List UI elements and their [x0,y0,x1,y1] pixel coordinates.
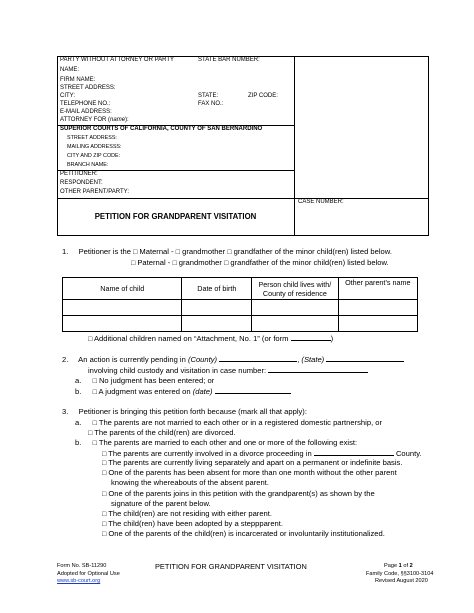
stepparent-adoption-checkbox[interactable]: □ [102,521,107,528]
divorced-checkbox[interactable]: □ [88,430,93,437]
option-living-separately: □ The parents are currently living separately and apart on a permanent or indefinite basis. [102,458,403,467]
city-label: CITY: [60,93,76,99]
item3-b-intro: b. □ The parents are married to each other and one or more of the following exist: [75,438,358,447]
option-divorce-proceeding: □ The parents are currently involved in a divorce proceeding in County. [102,449,422,458]
additional-children-checkbox[interactable]: □ [88,336,93,343]
item2-line2: involving child custody and visitation in case number: [88,365,368,375]
col-other-parent-name: Other parent’s name [338,278,417,300]
form-title: PETITION FOR GRANDPARENT VISITATION [94,212,257,221]
state-bar-label: STATE BAR NUMBER: [198,57,260,63]
divorce-county-field[interactable] [314,448,394,456]
option-stepparent-adoption: □ The child(ren) have been adopted by a steppparent. [102,519,283,528]
footer-website-link[interactable]: www.sb-court.org [57,578,101,584]
maternal-grandmother-checkbox[interactable]: □ [175,249,180,256]
absent-parent-checkbox[interactable]: □ [102,470,107,477]
zip-label: ZIP CODE: [248,93,278,99]
option-not-residing: □ The child(ren) are not residing with either parent. [102,509,272,518]
item3-a-line1: a. □ The parents are not married to each other or in a registered domestic partnership, or [75,418,383,427]
footer-page: Page 1 of 2 [384,563,413,569]
street-label: STREET ADDRESS: [60,85,116,91]
footer-revised: Revised August 2020 [375,578,428,584]
party-label: PARTY WITHOUT ATTORNEY OR PARTY [60,57,175,63]
additional-children-line: □ Additional children named on “Attachment, No. 1” (or form ) [88,334,334,343]
item3-a-line2: □ The parents of the child(ren) are divorced. [88,428,236,437]
paternal-grandfather-checkbox[interactable]: □ [223,260,229,267]
paternal-checkbox[interactable]: □ [131,260,136,267]
footer-adopted: Adopted for Optional Use [57,571,120,577]
item1-line2: □ Paternal - □ grandmother □ grandfather of the minor child(ren) listed below. [131,258,389,267]
table-row [63,316,418,332]
footer-form-no: Form No. SB-11290 [57,563,107,569]
option-parent-joins-cont: signature of the parent below. [111,499,211,508]
case-number-field[interactable] [268,365,368,373]
title-section-top [57,198,429,199]
name-label: NAME: [60,67,80,73]
respondent-label: RESPONDENT: [60,180,103,186]
other-party-label: OTHER PARENT/PARTY: [60,189,130,195]
firm-label: FIRM NAME: [60,77,96,83]
col-name-of-child: Name of child [63,278,182,300]
children-table [62,277,418,332]
maternal-checkbox[interactable]: □ [133,249,138,256]
judgment-date-field[interactable] [215,386,291,394]
option-incarcerated: □ One of the parents of the child(ren) is incarcerated or involuntarily institutionalized. [102,529,385,538]
col-date-of-birth: Date of birth [182,278,252,300]
table-cell[interactable] [338,300,417,316]
state-field[interactable] [326,354,404,362]
attorney-for-label: ATTORNEY FOR (name): [60,117,129,123]
maternal-grandfather-checkbox[interactable]: □ [227,249,232,256]
petitioner-label: PETITIONER: [60,171,98,177]
court-title: SUPERIOR COURTS OF CALIFORNIA, COUNTY OF SAN BERNARDINO [60,126,263,132]
incarcerated-checkbox[interactable]: □ [102,531,107,538]
fax-label: FAX NO.: [198,101,224,107]
attachment-form-field[interactable] [291,333,331,341]
table-cell[interactable] [63,316,182,332]
item3-intro: 3. Petitioner is bringing this petition forth because (mark all that apply): [62,407,307,416]
table-cell[interactable] [338,316,417,332]
item2-line1: 2. An action is currently pending in (County) , (State) [62,354,404,364]
table-cell[interactable] [252,300,338,316]
no-judgment-checkbox[interactable]: □ [92,378,97,385]
parent-joins-checkbox[interactable]: □ [102,491,107,498]
table-cell[interactable] [63,300,182,316]
table-cell[interactable] [182,300,252,316]
item1-line1: 1. Petitioner is the □ Maternal - □ grandmother □ grandfather of the minor child(ren) listed below. [62,247,392,256]
court-city-label: CITY AND ZIP CODE: [67,153,121,159]
paternal-grandmother-checkbox[interactable]: □ [172,260,177,267]
not-married-checkbox[interactable]: □ [92,420,97,427]
item2-a: a. □ No judgment has been entered; or [75,376,215,385]
footer-family-code: Family Code, §§3100-3104 [366,571,434,577]
option-absent-parent-cont: knowing the whereabouts of the absent parent. [111,478,269,487]
county-field[interactable] [219,354,297,362]
table-cell[interactable] [252,316,338,332]
table-row [63,300,418,316]
living-separately-checkbox[interactable]: □ [102,460,107,467]
option-parent-joins: □ One of the parents joins in this petition with the grandparent(s) as shown by the [102,489,375,498]
state-label: STATE: [198,93,219,99]
caption-divider [294,56,295,236]
married-checkbox[interactable]: □ [92,440,97,447]
footer-title: PETITION FOR GRANDPARENT VISITATION [155,562,307,571]
telephone-label: TELEPHONE NO.: [60,101,111,107]
case-number-label: CASE NUMBER: [298,199,344,205]
item2-b: b. □ A judgment was entered on (date) [75,386,291,397]
not-residing-checkbox[interactable]: □ [102,511,107,518]
judgment-entered-checkbox[interactable]: □ [92,389,97,396]
col-person-child-lives-with: Person child lives with/ County of residence [252,278,338,300]
divorce-proceeding-checkbox[interactable]: □ [102,451,107,458]
court-branch-label: BRANCH NAME: [67,162,109,168]
court-mailing-label: MAILING ADDRESSS: [67,144,122,150]
option-absent-parent: □ One of the parents has been absent for more than one month without the other parent [102,468,397,477]
email-label: E-MAIL ADDRESS: [60,109,112,115]
court-street-label: STREET ADDRESS: [67,135,117,141]
table-cell[interactable] [182,316,252,332]
